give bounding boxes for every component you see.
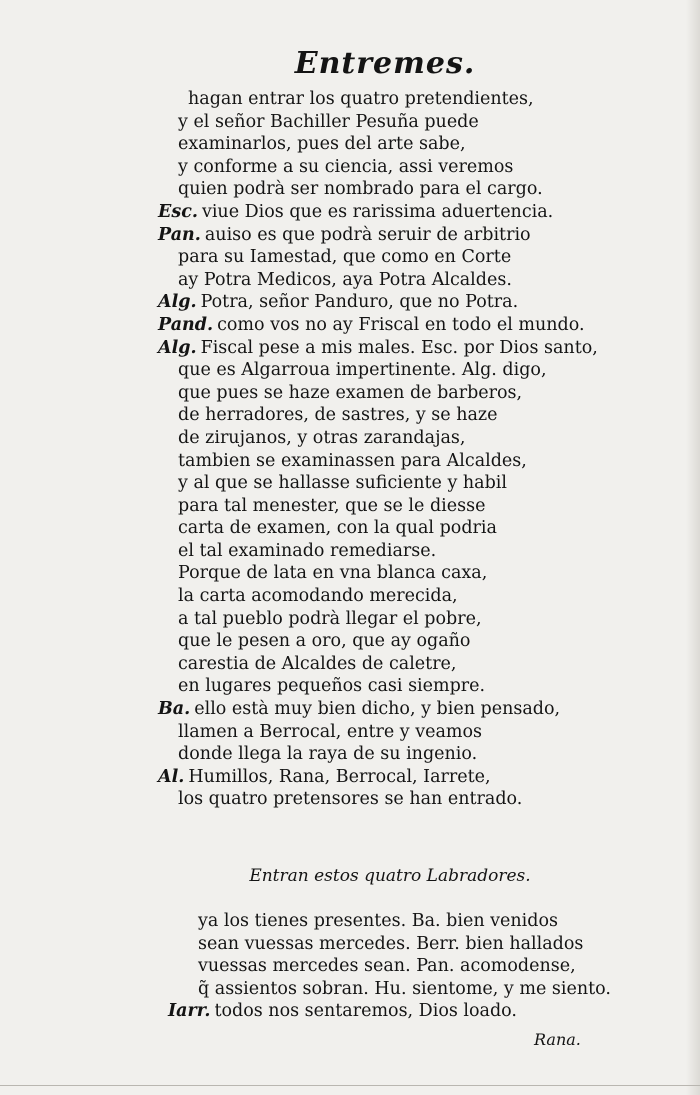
verse-text: tambien se examinassen para Alcaldes, xyxy=(178,450,527,471)
verse-line xyxy=(158,495,598,518)
verse-line xyxy=(158,404,598,427)
verse-text: como vos no ay Friscal en todo el mundo. xyxy=(217,314,585,335)
verse-line xyxy=(158,427,598,450)
verse-line xyxy=(158,766,598,789)
page-title: Entremes. xyxy=(294,46,476,81)
verse-line xyxy=(158,562,598,585)
verse-line xyxy=(168,955,608,978)
verse-text: llamen a Berrocal, entre y veamos xyxy=(178,721,483,742)
verse-block xyxy=(158,88,598,811)
running-header xyxy=(0,46,700,81)
verse-text: carta de examen, con la qual podria xyxy=(178,518,497,539)
verse-text: ya los tienes presentes. Ba. bien venidos xyxy=(198,911,558,931)
verse-text: sean vuessas mercedes. Berr. bien hallados xyxy=(198,933,584,954)
verse-line xyxy=(158,359,598,382)
verse-line xyxy=(158,653,598,676)
verse-line xyxy=(168,1000,608,1023)
verse-line xyxy=(158,585,598,608)
stage-direction-text: Entran estos quatro Labradores. xyxy=(249,866,531,886)
verse-line xyxy=(158,788,598,811)
verse-text: todos nos sentaremos, Dios loado. xyxy=(214,1001,517,1022)
verse-text: en lugares pequeños casi siempre. xyxy=(178,676,486,697)
verse-text: carestia de Alcaldes de caletre, xyxy=(178,653,457,674)
verse-text: Fiscal pese a mis males. Esc. por Dios santo, xyxy=(200,337,598,358)
speaker-label: Pand. xyxy=(158,314,214,335)
verse-line xyxy=(158,517,598,540)
verse-line xyxy=(158,111,598,134)
verse-line xyxy=(158,269,598,292)
verse-line xyxy=(158,314,598,337)
verse-text: de herradores, de sastres, y se haze xyxy=(178,405,498,426)
speaker-label: Alg. xyxy=(158,292,197,313)
verse-text: ay Potra Medicos, aya Potra Alcaldes. xyxy=(178,269,512,290)
verse-text: vuessas mercedes sean. Pan. acomodense, xyxy=(198,956,576,977)
speaker-label: Ba. xyxy=(158,699,191,720)
verse-text: q̃ assientos sobran. Hu. sientome, y me siento. xyxy=(198,978,611,999)
verse-line xyxy=(158,450,598,473)
verse-line xyxy=(158,382,598,405)
page-edge xyxy=(686,0,700,1095)
verse-line xyxy=(158,88,598,111)
speaker-label: Alg. xyxy=(158,337,197,358)
verse-line xyxy=(168,933,608,956)
verse-text: y conforme a su ciencia, assi veremos xyxy=(178,156,514,177)
verse-line xyxy=(168,910,608,933)
verse-line xyxy=(158,156,598,179)
catchword: Rana. xyxy=(534,1030,581,1049)
verse-line xyxy=(168,978,611,1001)
verse-text: hagan entrar los quatro pretendientes, xyxy=(188,89,534,109)
verse-line xyxy=(158,698,598,721)
verse-line xyxy=(158,472,598,495)
verse-text: Potra, señor Panduro, que no Potra. xyxy=(200,292,519,313)
stage-direction xyxy=(0,866,700,886)
page-bottom-edge xyxy=(0,1085,700,1089)
verse-line xyxy=(158,224,598,247)
verse-text: quien podrà ser nombrado para el cargo. xyxy=(178,179,543,200)
verse-block-2 xyxy=(168,910,611,1023)
verse-text: y al que se hallasse suficiente y habil xyxy=(178,473,507,494)
verse-text: viue Dios que es rarissima aduertencia. xyxy=(201,201,554,222)
verse-text: donde llega la raya de su ingenio. xyxy=(178,744,478,765)
verse-line xyxy=(158,675,598,698)
verse-line xyxy=(158,721,598,744)
speaker-label: Al. xyxy=(158,766,185,787)
verse-text: ello està muy bien dicho, y bien pensado, xyxy=(194,699,561,720)
verse-text: auiso es que podrà seruir de arbitrio xyxy=(204,224,531,245)
verse-text: a tal pueblo podrà llegar el pobre, xyxy=(178,608,482,629)
speaker-label: Esc. xyxy=(158,201,198,222)
verse-text: que pues se haze examen de barberos, xyxy=(178,382,523,403)
verse-text: la carta acomodando merecida, xyxy=(178,586,458,607)
verse-text: Porque de lata en vna blanca caxa, xyxy=(178,563,488,584)
verse-line xyxy=(158,178,598,201)
verse-line xyxy=(158,337,598,360)
verse-line xyxy=(158,201,598,224)
verse-text: y el señor Bachiller Pesuña puede xyxy=(178,111,479,132)
speaker-label: Iarr. xyxy=(168,1001,211,1022)
verse-line xyxy=(158,630,598,653)
verse-line xyxy=(158,291,598,314)
verse-line xyxy=(158,246,598,269)
speaker-label: Pan. xyxy=(158,224,201,245)
verse-text: de zirujanos, y otras zarandajas, xyxy=(178,427,466,448)
verse-text: que es Algarroua impertinente. Alg. digo, xyxy=(178,360,547,381)
verse-text: los quatro pretensores se han entrado. xyxy=(178,789,523,810)
verse-text: para su Iamestad, que como en Corte xyxy=(178,247,512,268)
verse-line xyxy=(158,540,598,563)
verse-text: el tal examinado remediarse. xyxy=(178,540,437,561)
verse-text: examinarlos, pues del arte sabe, xyxy=(178,134,466,155)
verse-text: para tal menester, que se le diesse xyxy=(178,495,486,516)
verse-line xyxy=(158,608,598,631)
verse-text: que le pesen a oro, que ay ogaño xyxy=(178,631,471,652)
verse-line xyxy=(158,743,598,766)
verse-text: Humillos, Rana, Berrocal, Iarrete, xyxy=(188,766,491,787)
verse-line xyxy=(158,133,598,156)
